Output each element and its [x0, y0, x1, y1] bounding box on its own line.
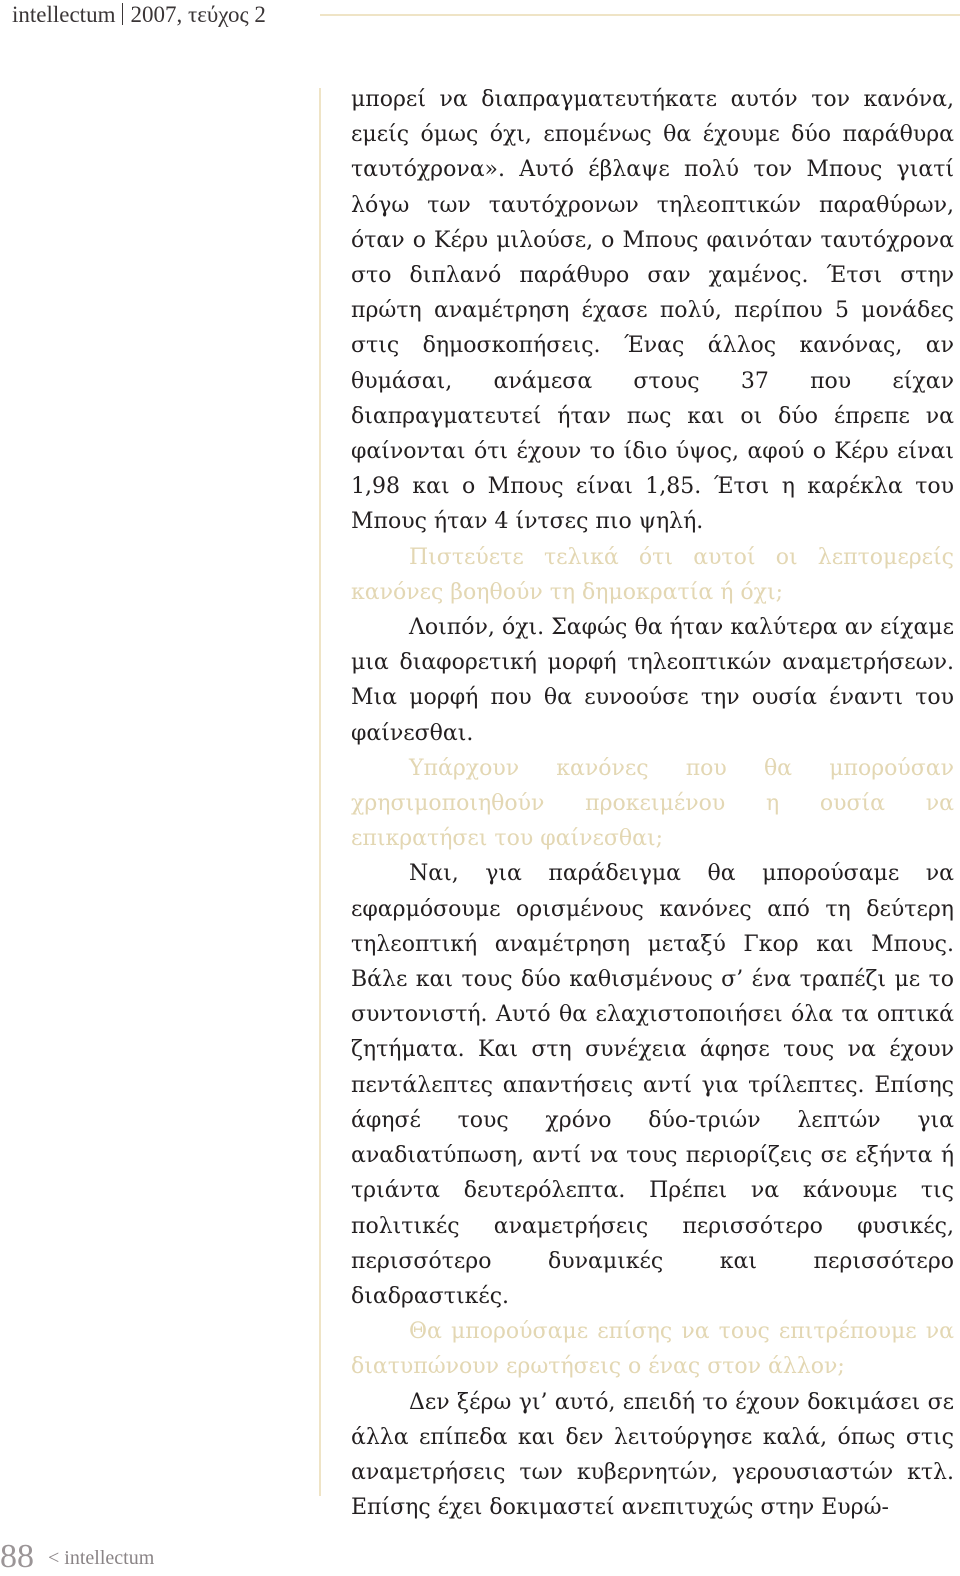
answer-paragraph: Λοιπόν, όχι. Σαφώς θα ήταν καλύτερα αν είχαμε μια διαφορετική μορφή τηλεοπτικών αναμετρήσεων. Μια μορφή που θα ευνοούσε την ουσία έναντι του φαίνεσθαι. — [351, 615, 954, 746]
question-paragraph: Πιστεύετε τελικά ότι αυτοί οι λεπτομερείς κανόνες βοηθούν τη δημοκρατία ή όχι; — [351, 544, 954, 605]
footer-magazine-name: < intellectum — [48, 1547, 155, 1569]
header-rule — [320, 14, 960, 16]
header-separator — [122, 3, 123, 25]
answer-paragraph: μπορεί να διαπραγματευτήκατε αυτόν τον κανόνα, εμείς όμως όχι, επομένως θα έχουμε δύο παράθυρα ταυτόχρονα». Αυτό έβλαψε πολύ τον Μπους γιατί λόγω των ταυτόχρονων τηλεοπτικών παραθύρων, όταν ο Κέρυ μιλούσε, ο Μπους φαινόταν ταυτόχρονα στο διπλανό παράθυρο σαν χαμένος. Έτσι στην πρώτη αναμέτρηση έχασε πολύ, περίπου 5 μονάδες στις δημοσκοπήσεις. Ένας άλλος κανόνας, αν θυμάσαι, ανάμεσα στους 37 που είχαν διαπραγματευτεί ήταν πως και οι δύο έπρεπε να φαίνονται ότι έχουν το ίδιο ύψος, αφού ο Κέρυ είναι 1,98 και ο Μπους είναι 1,85. Έτσι η καρέκλα του Μπους ήταν 4 ίντσες πιο ψηλή. — [351, 87, 954, 535]
page-number: 88 — [0, 1538, 34, 1575]
page-footer — [0, 1538, 154, 1576]
answer-paragraph: Ναι, για παράδειγμα θα μπορούσαμε να εφαρμόσουμε ορισμένους κανόνες από τη δεύτερη τηλεοπτική αναμέτρηση μεταξύ Γκορ και Μπους. Βάλε και τους δύο καθισμένους σ’ ένα τραπέζι με το συντονιστή. Αυτό θα ελαχιστοποιήσει όλα τα οπτικά ζητήματα. Και στη συνέχεια άφησε τους να έχουν πεντάλεπτες απαντήσεις αντί για τρίλεπτες. Επίσης άφησέ τους χρόνο δύο-τριών λεπτών για αναδιατύπωση, αντί να τους περιορίζεις σε εξήντα ή τριάντα δευτερόλεπτα. Πρέπει να κάνουμε τις πολιτικές αναμετρήσεις περισσότερο φυσικές, περισσότερο δυναμικές και περισσότερο διαδραστικές. — [351, 861, 954, 1309]
running-head — [12, 1, 266, 29]
question-paragraph: Υπάρχουν κανόνες που θα μπορούσαν χρησιμοποιηθούν προκειμένου η ουσία να επικρατήσει του φαίνεσθαι; — [351, 755, 954, 852]
issue-info: 2007, τεύχος 2 — [130, 2, 266, 27]
column-rule — [319, 88, 321, 1496]
answer-paragraph: Δεν ξέρω γι’ αυτό, επειδή το έχουν δοκιμάσει σε άλλα επίπεδα και δεν λειτούργησε καλά, όπως στις αναμετρήσεις των κυβερνητών, γερουσιαστών κτλ. Επίσης έχει δοκιμαστεί ανεπιτυχώς στην Ευρώ- — [351, 1389, 954, 1521]
journal-name: intellectum — [12, 2, 116, 27]
article-column — [351, 82, 954, 1525]
question-paragraph: Θα μπορούσαμε επίσης να τους επιτρέπουμε να διατυπώνουν ερωτήσεις ο ένας στον άλλον; — [351, 1319, 954, 1380]
